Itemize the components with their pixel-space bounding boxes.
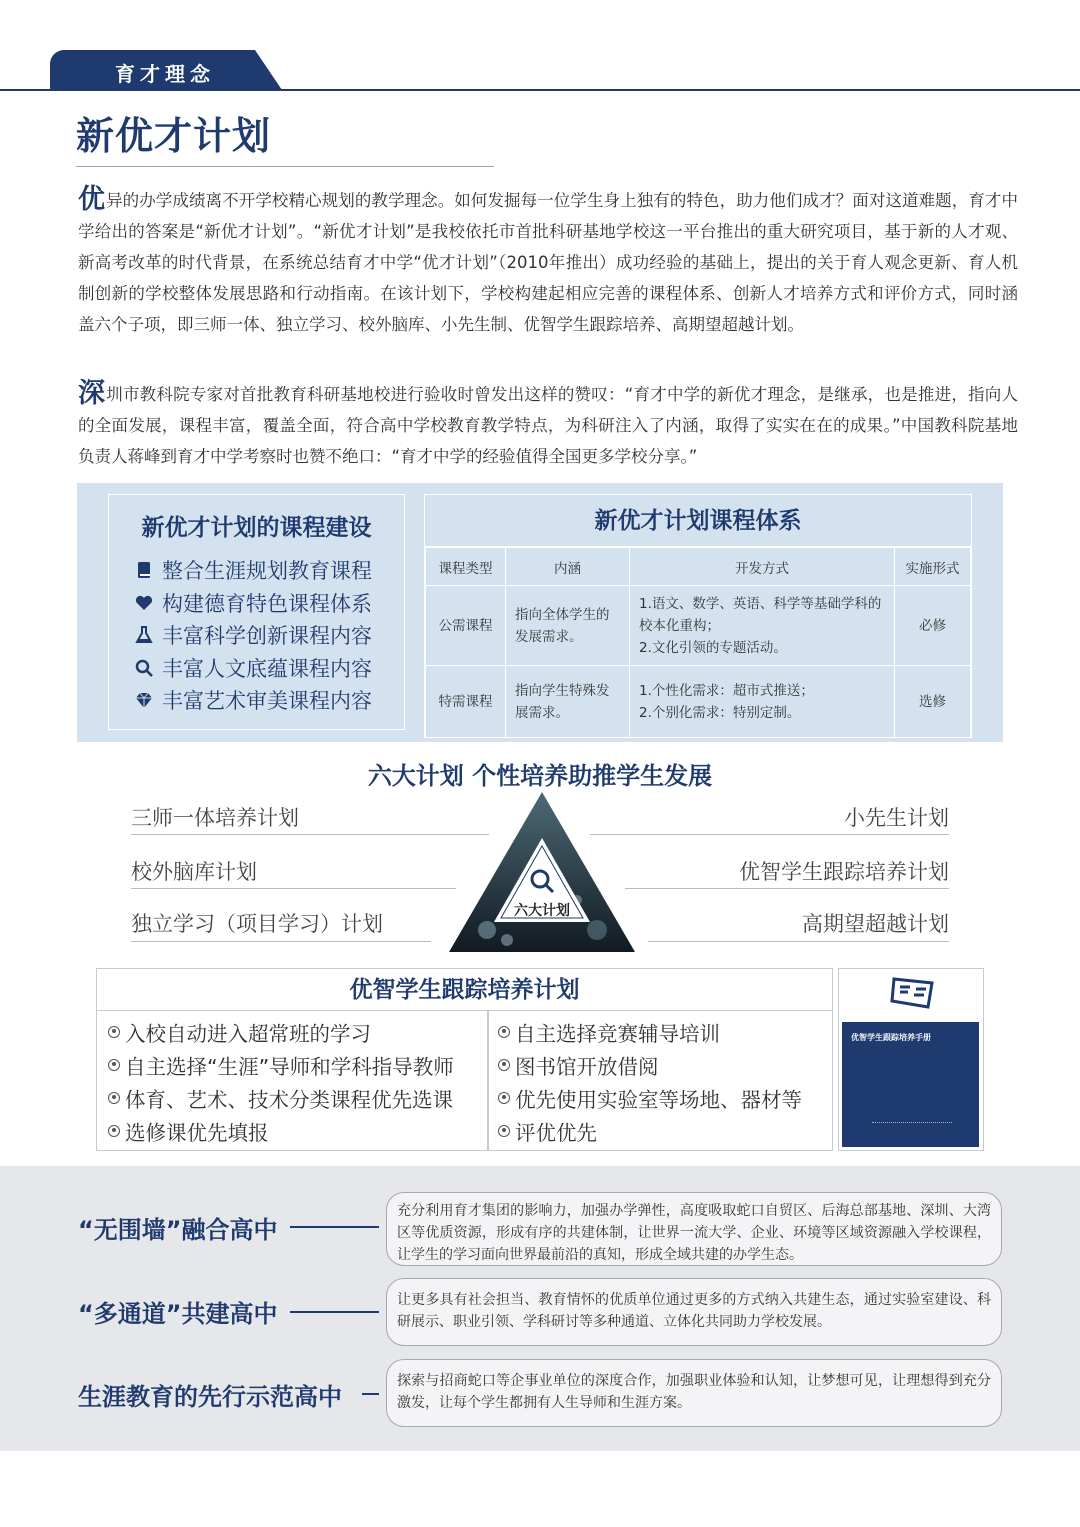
list-item xyxy=(498,1081,802,1114)
tracking-list-right xyxy=(498,1015,802,1147)
plan-divider xyxy=(590,834,949,835)
list-item xyxy=(108,1048,454,1081)
table-cell: 指向学生特殊发展需求。 xyxy=(506,666,630,738)
list-item xyxy=(498,1114,802,1147)
list-item xyxy=(134,652,372,685)
bullet-icon xyxy=(498,1059,510,1071)
plan-right-1: 小先生计划 xyxy=(844,806,949,830)
plan-divider xyxy=(131,888,456,889)
highlight-label-3: 生涯教育的先行示范高中 xyxy=(78,1383,342,1411)
handbook-title: 优智学生跟踪培养手册 xyxy=(851,1033,931,1042)
highlight-label-2: “多通道”共建高中 xyxy=(78,1300,278,1328)
paragraph-text: 圳市教科院专家对首批教育科研基地校进行验收时曾发出这样的赞叹：“育才中学的新优才理念，是继承，也是推进，指向人的全面发展，课程丰富，覆盖全面，符合高中学校教育教学特点，为科研注入了内涵，取得了实实在在的成果。”中国教科院基地负责人蒋峰到育才中学考察时也赞不绝口：“育才中学的经验值得全国更多学校分享。” xyxy=(78,385,1018,466)
bullet-icon xyxy=(498,1125,510,1137)
bullet-icon xyxy=(108,1092,120,1104)
list-item xyxy=(498,1015,802,1048)
highlight-box-2: 让更多具有社会担当、教育情怀的优质单位通过更多的方式纳入共建生态，通过实验室建设、科研展示、职业引领、学科研讨等多种通道、立体化共同助力学校发展。 xyxy=(386,1278,1002,1346)
school-logo-icon xyxy=(890,975,936,1011)
tracking-item-label: 自主选择“生涯”导师和学科指导教师 xyxy=(125,1054,454,1079)
bullet-icon xyxy=(108,1026,120,1038)
table-row xyxy=(426,586,971,666)
table-cell: 指向全体学生的发展需求。 xyxy=(506,586,630,666)
plan-left-3: 独立学习（项目学习）计划 xyxy=(131,912,383,936)
list-item xyxy=(108,1015,454,1048)
six-plans-title: 六大计划 个性培养助推学生发展 xyxy=(367,762,713,790)
column-header: 内涵 xyxy=(506,548,630,586)
course-system-box xyxy=(424,494,972,738)
table-header-row xyxy=(426,548,971,586)
tracking-plan-title: 优智学生跟踪培养计划 xyxy=(97,969,832,1011)
bullet-icon xyxy=(108,1059,120,1071)
list-item xyxy=(134,619,372,652)
handbook-image xyxy=(838,968,984,1151)
tracking-divider xyxy=(487,1011,489,1150)
tracking-item-label: 体育、艺术、技术分类课程优先选课 xyxy=(125,1087,453,1112)
handbook-footer-mark xyxy=(872,1122,952,1124)
title-divider xyxy=(76,166,494,167)
plan-left-1: 三师一体培养计划 xyxy=(131,806,299,830)
course-system-title: 新优才计划课程体系 xyxy=(425,495,971,547)
paragraph-text: 异的办学成绩离不开学校精心规划的教学理念。如何发掘每一位学生身上独有的特色，助力他们成才？面对这道难题，育才中学给出的答案是“新优才计划”。“新优才计划”是我校依托市首批科研基地学校这一平台推出的重大研究项目，基于新的人才观、新高考改革的时代背景，在系统总结育才中学“优才计划”（2010年推出）成功经验的基础上，提出的关于育人观念更新、育人机制创新的学校整体发展思路和行动指南。在该计划下，学校构建起相应完善的课程体系、创新人才培养方式和评价方式，同时涵盖六个子项，即三师一体、独立学习、校外脑库、小先生制、优智学生跟踪培养、高期望超越计划。 xyxy=(78,191,1019,334)
search-icon xyxy=(134,658,154,678)
column-header: 实施形式 xyxy=(895,548,971,586)
course-building-title: 新优才计划的课程建设 xyxy=(141,515,372,541)
plan-divider xyxy=(648,941,949,942)
dev-line: 2.个别化需求：特别定制。 xyxy=(639,704,801,721)
tracking-plan-box xyxy=(96,968,833,1151)
book-icon xyxy=(134,560,154,580)
tracking-item-label: 图书馆开放借阅 xyxy=(515,1054,659,1079)
list-item xyxy=(498,1048,802,1081)
tracking-item-label: 选修课优先填报 xyxy=(125,1120,269,1145)
column-header: 课程类型 xyxy=(426,548,506,586)
table-cell: 选修 xyxy=(895,666,971,738)
intro-paragraph-1 xyxy=(78,184,1018,340)
heart-icon xyxy=(134,593,154,613)
course-item-label: 丰富科学创新课程内容 xyxy=(162,624,372,649)
list-item xyxy=(134,587,372,620)
plan-divider xyxy=(625,888,949,889)
column-header: 开发方式 xyxy=(630,548,895,586)
dropcap: 优 xyxy=(78,184,106,215)
course-building-list xyxy=(134,554,372,717)
table-cell xyxy=(630,586,895,666)
highlight-box-3: 探索与招商蛇口等企事业单位的深度合作，加强职业体验和认知，让梦想可见，让理想得到充分激发，让每个学生都拥有人生导师和生涯方案。 xyxy=(386,1359,1002,1427)
highlight-box-1: 充分利用育才集团的影响力，加强办学弹性，高度吸取蛇口自贸区、后海总部基地、深圳、大湾区等优质资源，形成有序的共建体制，让世界一流大学、企业、环境等区域资源融入学校课程，让学生的学习面向世界最前沿的真知，形成全域共建的办学生态。 xyxy=(386,1192,1002,1266)
dev-line: 1.语文、数学、英语、科学等基础学科的校本化重构； xyxy=(639,595,882,634)
plan-divider xyxy=(131,834,489,835)
flask-icon xyxy=(134,625,154,645)
list-item xyxy=(134,554,372,587)
course-building-box xyxy=(108,494,405,730)
course-item-label: 整合生涯规划教育课程 xyxy=(162,559,372,584)
course-item-label: 丰富人文底蕴课程内容 xyxy=(162,656,372,681)
table-cell: 公需课程 xyxy=(426,586,506,666)
course-system-table xyxy=(425,547,971,738)
plan-divider xyxy=(131,941,431,942)
diamond-icon xyxy=(134,690,154,710)
table-row xyxy=(426,666,971,738)
tracking-item-label: 优先使用实验室等场地、器材等 xyxy=(515,1087,802,1112)
table-cell: 特需课程 xyxy=(426,666,506,738)
tracking-list-left xyxy=(108,1015,454,1147)
plan-right-3: 高期望超越计划 xyxy=(802,912,949,936)
six-plans-triangle xyxy=(447,790,637,955)
connector-line xyxy=(290,1311,379,1313)
list-item xyxy=(108,1081,454,1114)
plan-right-2: 优智学生跟踪培养计划 xyxy=(739,860,949,884)
list-item xyxy=(134,684,372,717)
course-item-label: 丰富艺术审美课程内容 xyxy=(162,689,372,714)
dropcap: 深 xyxy=(78,378,106,409)
table-cell: 必修 xyxy=(895,586,971,666)
six-plans-center-label: 六大计划 xyxy=(514,903,570,919)
table-cell xyxy=(630,666,895,738)
dev-line: 2.文化引领的专题活动。 xyxy=(639,639,787,656)
course-item-label: 构建德育特色课程体系 xyxy=(162,591,372,616)
tracking-item-label: 入校自动进入超常班的学习 xyxy=(125,1021,371,1046)
handbook-cover xyxy=(842,1022,979,1147)
plan-left-2: 校外脑库计划 xyxy=(131,860,257,884)
section-tab-label: 育才理念 xyxy=(115,62,215,86)
intro-paragraph-2 xyxy=(78,378,1018,472)
tracking-item-label: 评优优先 xyxy=(515,1120,597,1145)
bullet-icon xyxy=(498,1026,510,1038)
page-title: 新优才计划 xyxy=(76,114,272,158)
tracking-item-label: 自主选择竞赛辅导培训 xyxy=(515,1021,720,1046)
bullet-icon xyxy=(498,1092,510,1104)
dev-line: 1.个性化需求：超市式推送； xyxy=(639,682,814,699)
bullet-icon xyxy=(108,1125,120,1137)
connector-line xyxy=(362,1393,379,1395)
highlight-label-1: “无围墙”融合高中 xyxy=(78,1216,278,1244)
list-item xyxy=(108,1114,454,1147)
connector-line xyxy=(290,1226,379,1228)
